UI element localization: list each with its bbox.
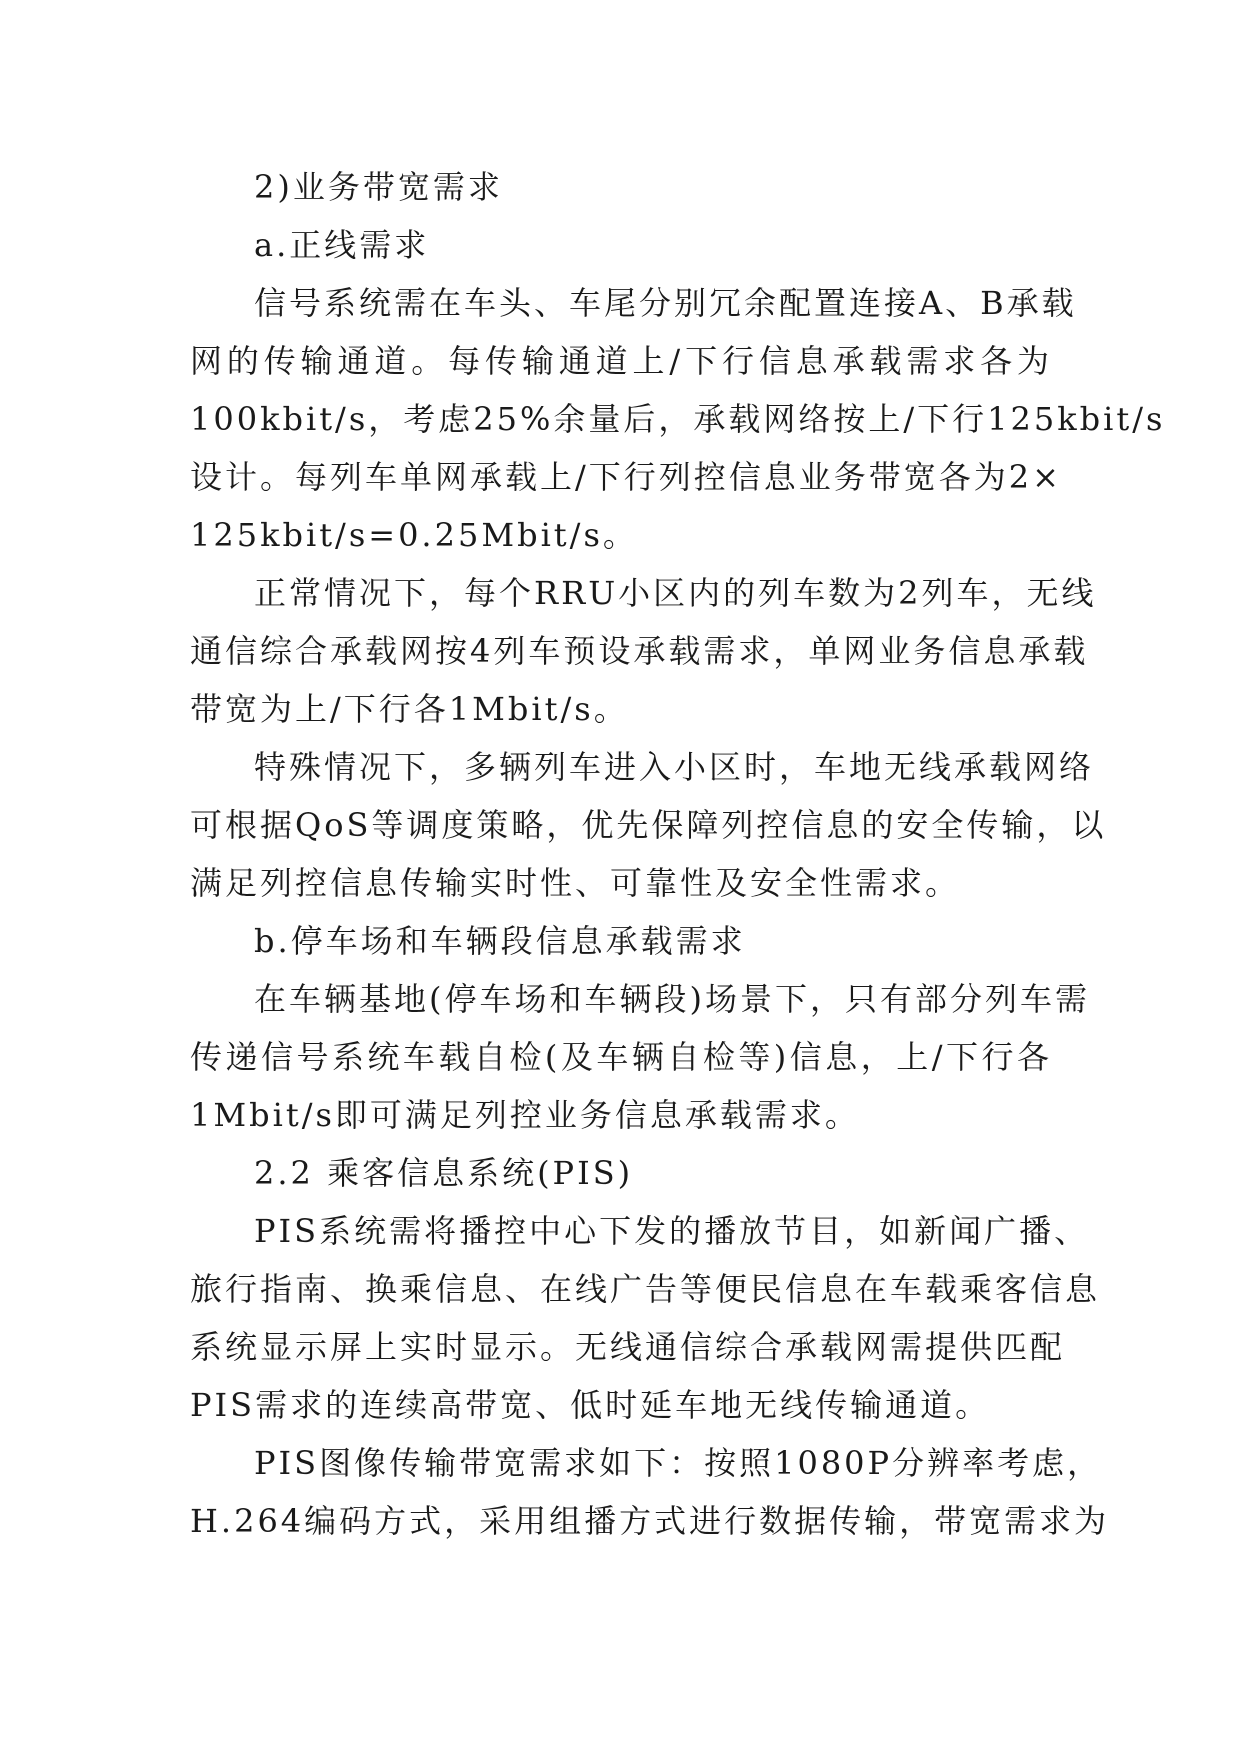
paragraph-line: 100kbit/s，考虑25%余量后，承载网络按上/下行125kbit/s [190,400,1166,438]
paragraph-line: 带宽为上/下行各1Mbit/s。 [190,690,629,728]
paragraph-line: 在车辆基地(停车场和车辆段)场景下，只有部分列车需 [254,980,1090,1018]
paragraph-line: 正常情况下，每个RRU小区内的列车数为2列车，无线 [254,574,1097,612]
paragraph-line: 网的传输通道。每传输通道上/下行信息承载需求各为 [190,342,1052,380]
document-page [190,158,1166,1550]
section-heading: 2.2 乘客信息系统(PIS) [254,1154,634,1192]
paragraph-line: 满足列控信息传输实时性、可靠性及安全性需求。 [190,864,961,902]
paragraph-line: 系统显示屏上实时显示。无线通信综合承载网需提供匹配 [190,1328,1066,1366]
paragraph-line: 特殊情况下，多辆列车进入小区时，车地无线承载网络 [254,748,1095,786]
paragraph-line: 1Mbit/s即可满足列控业务信息承载需求。 [190,1096,860,1134]
paragraph-line: 125kbit/s=0.25Mbit/s。 [190,516,638,554]
paragraph-line: 旅行指南、换乘信息、在线广告等便民信息在车载乘客信息 [190,1270,1101,1308]
subsection-heading: a.正线需求 [254,226,430,264]
paragraph-line: PIS系统需将播控中心下发的播放节目，如新闻广播、 [254,1212,1090,1250]
section-heading: 2)业务带宽需求 [254,168,503,206]
paragraph-line: 传递信号系统车载自检(及车辆自检等)信息，上/下行各 [190,1038,1052,1076]
paragraph-line: 通信综合承载网按4列车预设承载需求，单网业务信息承载 [190,632,1089,670]
paragraph-line: PIS图像传输带宽需求如下：按照1080P分辨率考虑， [254,1444,1103,1482]
subsection-heading: b.停车场和车辆段信息承载需求 [254,922,746,960]
paragraph-line: PIS需求的连续高带宽、低时延车地无线传输通道。 [190,1386,991,1424]
paragraph-line: H.264编码方式，采用组播方式进行数据传输，带宽需求为 [190,1502,1110,1540]
paragraph-line: 设计。每列车单网承载上/下行列控信息业务带宽各为2× [190,458,1062,496]
paragraph-line: 信号系统需在车头、车尾分别冗余配置连接A、B承载 [254,284,1077,322]
paragraph-line: 可根据QoS等调度策略，优先保障列控信息的安全传输，以 [190,806,1107,844]
